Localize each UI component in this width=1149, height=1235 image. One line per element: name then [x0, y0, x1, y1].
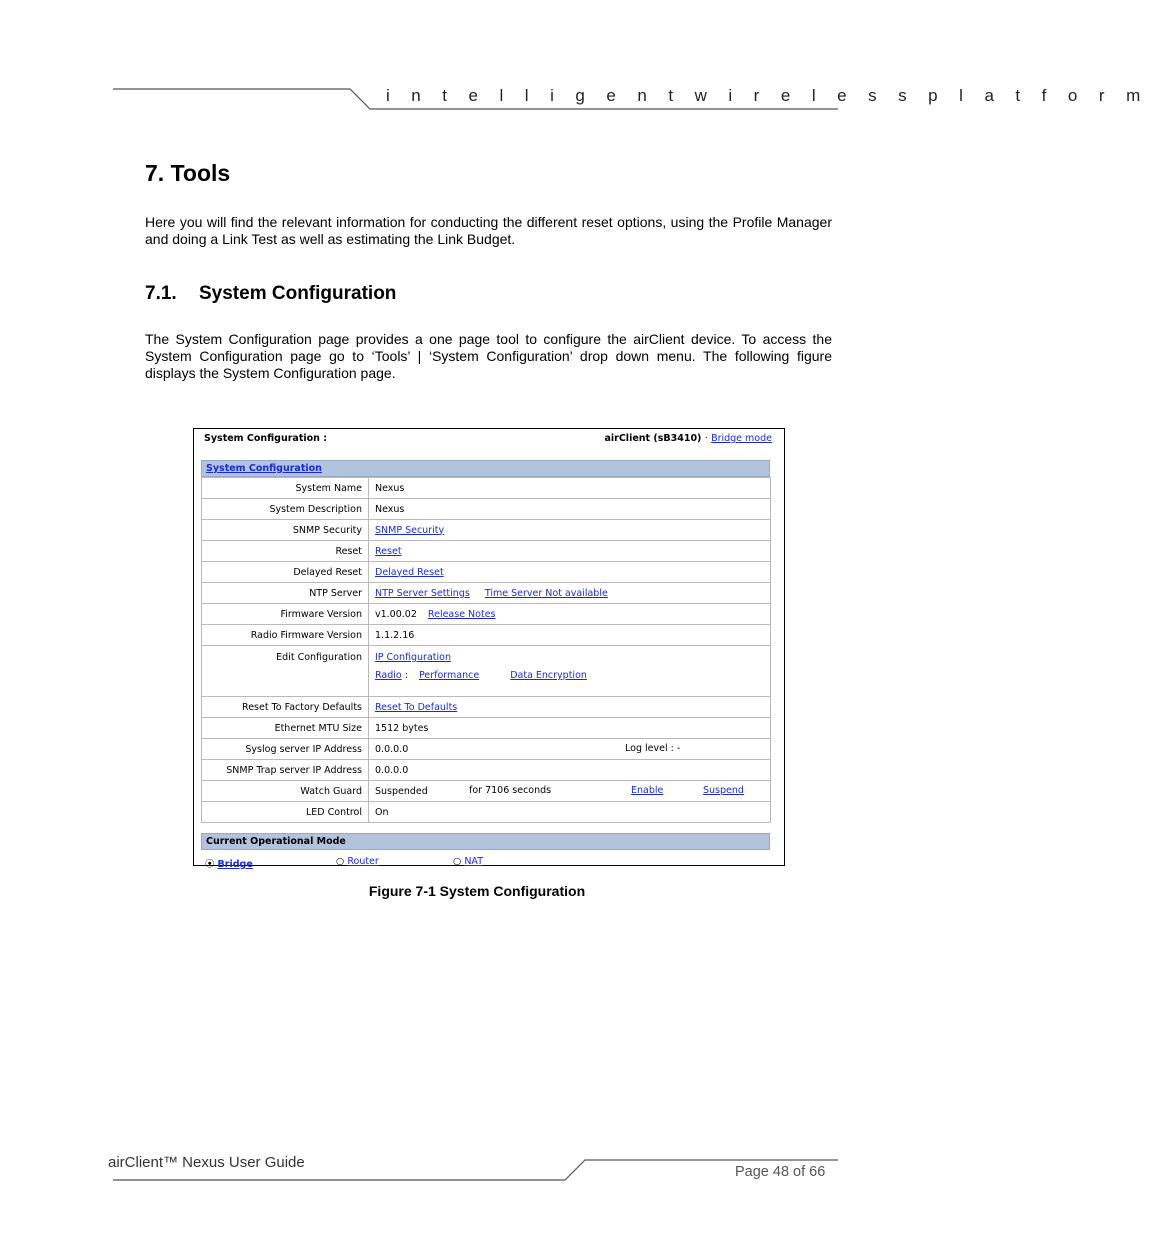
header-tagline: i n t e l l i g e n t w i r e l e s s p l a t f o r m	[386, 86, 1149, 105]
row-label: Radio Firmware Version	[202, 625, 369, 646]
system-name-value: Nexus	[369, 478, 771, 499]
row-label: Ethernet MTU Size	[202, 718, 369, 739]
figure-caption: Figure 7-1 System Configuration	[368, 883, 586, 899]
mode-router-label: Router	[347, 856, 379, 867]
mode-nat-label: NAT	[464, 856, 483, 867]
system-config-section-header	[201, 460, 770, 477]
release-notes-link[interactable]: Release Notes	[427, 608, 496, 620]
radio-unselected-icon[interactable]: ○	[336, 856, 345, 867]
led-control-value: On	[369, 802, 771, 823]
system-configuration-link[interactable]: System Configuration	[206, 463, 322, 474]
delayed-reset-link[interactable]: Delayed Reset	[375, 566, 444, 578]
enable-link[interactable]: Enable	[631, 785, 664, 796]
table-row	[202, 541, 771, 562]
mode-bridge-option[interactable]	[205, 856, 253, 870]
table-row	[202, 520, 771, 541]
section-title: 7. Tools	[145, 160, 231, 186]
suspend-link[interactable]: Suspend	[703, 785, 744, 796]
row-label: Syslog server IP Address	[202, 739, 369, 760]
reset-to-defaults-link[interactable]: Reset To Defaults	[375, 701, 458, 713]
data-encryption-link[interactable]: Data Encryption	[510, 670, 587, 681]
watch-guard-status: Suspended	[375, 785, 428, 797]
topbar-separator: ·	[704, 433, 708, 444]
table-row	[202, 583, 771, 604]
system-configuration-screenshot	[193, 428, 785, 870]
row-label: SNMP Trap server IP Address	[202, 760, 369, 781]
radio-selected-icon[interactable]: ⦿	[205, 859, 215, 870]
device-name: airClient (sB3410)	[604, 433, 702, 444]
table-row	[202, 499, 771, 520]
radio-unselected-icon[interactable]: ○	[453, 856, 462, 867]
table-row	[202, 562, 771, 583]
snmp-trap-ip-value: 0.0.0.0	[369, 760, 771, 781]
time-server-link[interactable]: Time Server Not available	[484, 587, 608, 599]
row-label: Watch Guard	[202, 781, 369, 802]
ntp-server-settings-link[interactable]: NTP Server Settings	[375, 587, 470, 599]
body-paragraph: The System Configuration page provides a one page tool to configure the airClient device. To access the System Configuration page go to ‘Tools’ | ‘System Configuration’ drop down menu. The following figure displays the System Configuration page.	[145, 331, 832, 381]
log-level: Log level : -	[625, 743, 681, 754]
radio-firmware-value: 1.1.2.16	[369, 625, 771, 646]
mode-bridge-label: Bridge	[217, 859, 253, 870]
table-row	[202, 739, 771, 760]
table-row	[202, 802, 771, 823]
syslog-ip-value: 0.0.0.0	[375, 743, 409, 755]
device-info	[604, 433, 772, 444]
mtu-size-value: 1512 bytes	[369, 718, 771, 739]
row-label: LED Control	[202, 802, 369, 823]
row-label: Reset	[202, 541, 369, 562]
table-row	[202, 478, 771, 499]
bridge-mode-link[interactable]: Bridge mode	[711, 433, 772, 444]
watch-guard-duration: for 7106 seconds	[469, 785, 552, 796]
snmp-security-link[interactable]: SNMP Security	[375, 524, 445, 536]
row-label: System Description	[202, 499, 369, 520]
row-label: Delayed Reset	[202, 562, 369, 583]
firmware-version-value: v1.00.02	[375, 608, 417, 620]
radio-link[interactable]: Radio	[375, 670, 402, 681]
screenshot-topbar	[204, 433, 772, 447]
performance-link[interactable]: Performance	[418, 670, 480, 681]
table-row	[202, 625, 771, 646]
ip-configuration-link[interactable]: IP Configuration	[375, 652, 451, 663]
row-label: NTP Server	[202, 583, 369, 604]
subsection-number: 7.1.	[145, 283, 177, 304]
footer-doc-title: airClient™ Nexus User Guide	[108, 1154, 305, 1171]
screenshot-page-title: System Configuration :	[204, 433, 328, 444]
operational-mode-header: Current Operational Mode	[201, 833, 770, 850]
row-label: System Name	[202, 478, 369, 499]
table-row	[202, 604, 771, 625]
system-description-value: Nexus	[369, 499, 771, 520]
intro-paragraph: Here you will find the relevant information for conducting the different reset options, using the Profile Manager and doing a Link Test as well as estimating the Link Budget.	[145, 214, 832, 247]
row-label: Reset To Factory Defaults	[202, 697, 369, 718]
table-row	[202, 760, 771, 781]
table-row	[202, 697, 771, 718]
mode-router-option[interactable]	[336, 856, 379, 867]
footer-page-number: Page 48 of 66	[735, 1164, 826, 1180]
radio-separator: :	[404, 670, 408, 681]
config-table	[201, 477, 771, 823]
table-row	[202, 718, 771, 739]
subsection-title: System Configuration	[199, 283, 397, 304]
table-row	[202, 781, 771, 802]
table-row	[202, 646, 771, 697]
row-label: Edit Configuration	[202, 646, 369, 697]
reset-link[interactable]: Reset	[375, 545, 402, 557]
subsection-heading	[145, 283, 396, 305]
row-label: SNMP Security	[202, 520, 369, 541]
row-label: Firmware Version	[202, 604, 369, 625]
mode-nat-option[interactable]	[453, 856, 483, 867]
